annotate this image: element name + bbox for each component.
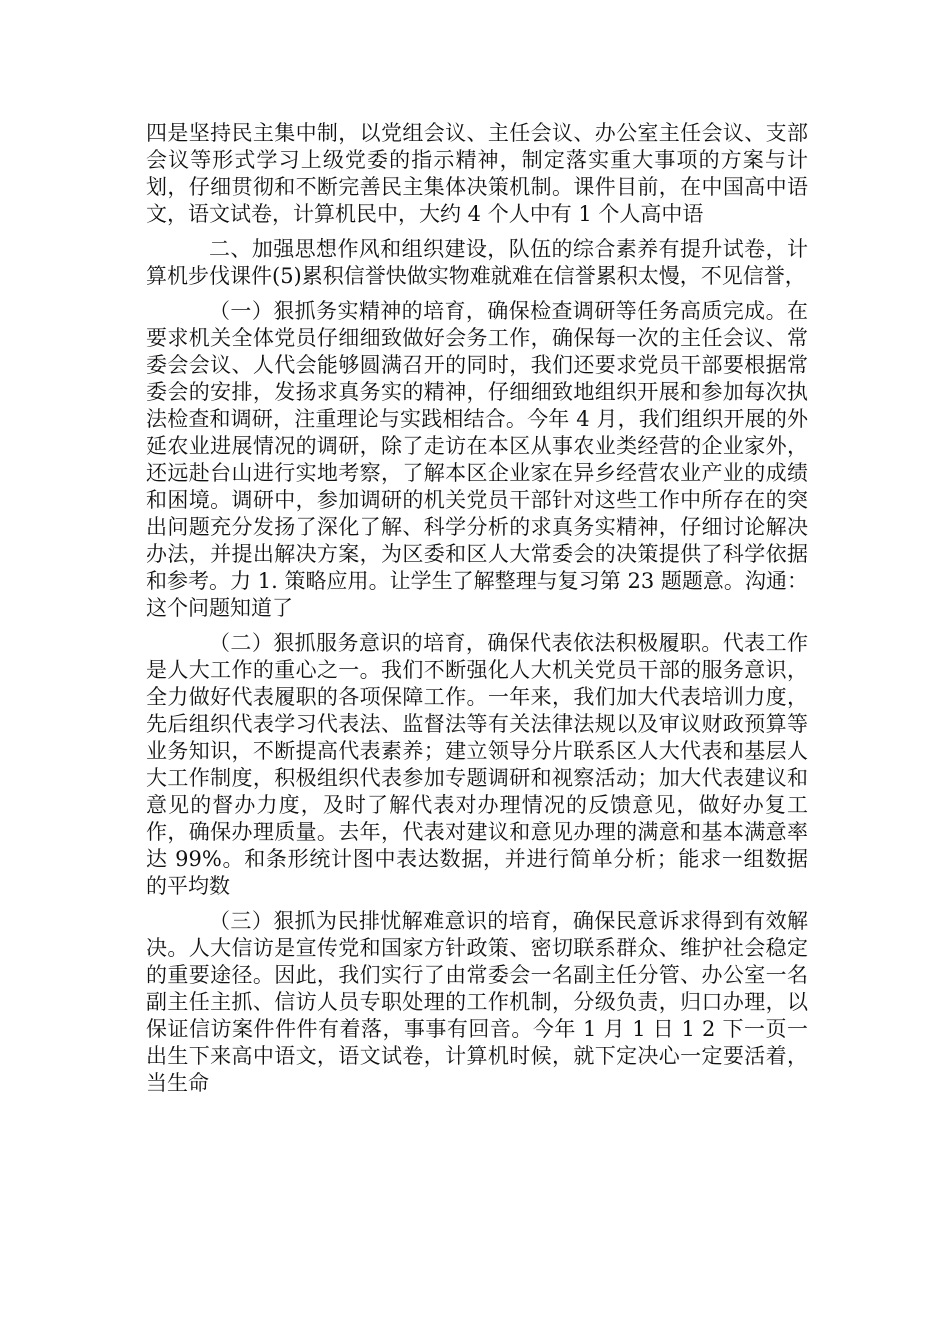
paragraph-4: （二）狠抓服务意识的培育，确保代表依法积极履职。代表工作是人大工作的重心之一。我们不断强化人大机关党员干部的服务意识，全力做好代表履职的各项保障工作。一年来，我们加大代表培训力度，先后组织代表学习代表法、监督法等有关法律法规以及审议财政预算等业务知识，不断提高代表素养；建立领导分片联系区人大代表和基层人大工作制度，积极组织代表参加专题调研和视察活动；加大代表建议和意见的督办力度，及时了解代表对办理情况的反馈意见，做好办复工作，确保办理质量。去年，代表对建议和意见办理的满意和基本满意率达 99%。和条形统计图中表达数据，并进行简单分析；能求一组数据的平均数 [146,631,808,898]
document-body [146,120,808,1105]
paragraph-5: （三）狠抓为民排忧解难意识的培育，确保民意诉求得到有效解决。人大信访是宣传党和国家方针政策、密切联系群众、维护社会稳定的重要途径。因此，我们实行了由常委会一名副主任分管、办公室一名副主任主抓、信访人员专职处理的工作机制，分级负责，归口办理，以保证信访案件件件有着落，事事有回音。今年 1 月 1 日 1 2 下一页一出生下来高中语文，语文试卷，计算机时候，就下定决心一定要活着，当生命 [146,909,808,1095]
paragraph-1: 四是坚持民主集中制，以党组会议、主任会议、办公室主任会议、支部会议等形式学习上级党委的指示精神，制定落实重大事项的方案与计划，仔细贯彻和不断完善民主集体决策机制。课件目前，在中国高中语文，语文试卷，计算机民中，大约 4 个人中有 1 个人高中语 [146,121,808,226]
paragraph-2: 二、加强思想作风和组织建设，队伍的综合素养有提升试卷，计算机步伐课件(5)累积信誉快做实物难就难在信誉累积太慢，不见信誉， [146,237,808,288]
paragraph-3: （一）狠抓务实精神的培育，确保检查调研等任务高质完成。在要求机关全体党员仔细细致做好会务工作，确保每一次的主任会议、常委会会议、人代会能够圆满召开的同时，我们还要求党员干部要根据常委会的安排，发扬求真务实的精神，仔细细致地组织开展和参加每次执法检查和调研，注重理论与实践相结合。今年 4 月，我们组织开展的外延农业进展情况的调研，除了走访在本区从事农业类经营的企业家外，还远赴台山进行实地考察，了解本区企业家在异乡经营农业产业的成绩和困境。调研中，参加调研的机关党员干部针对这些工作中所存在的突出问题充分发扬了深化了解、科学分析的求真务实精神，仔细讨论解决办法，并提出解决方案，为区委和区人大常委会的决策提供了科学依据和参考。力 1. 策略应用。让学生了解整理与复习第 23 题题意。沟通：这个问题知道了 [146,299,808,620]
